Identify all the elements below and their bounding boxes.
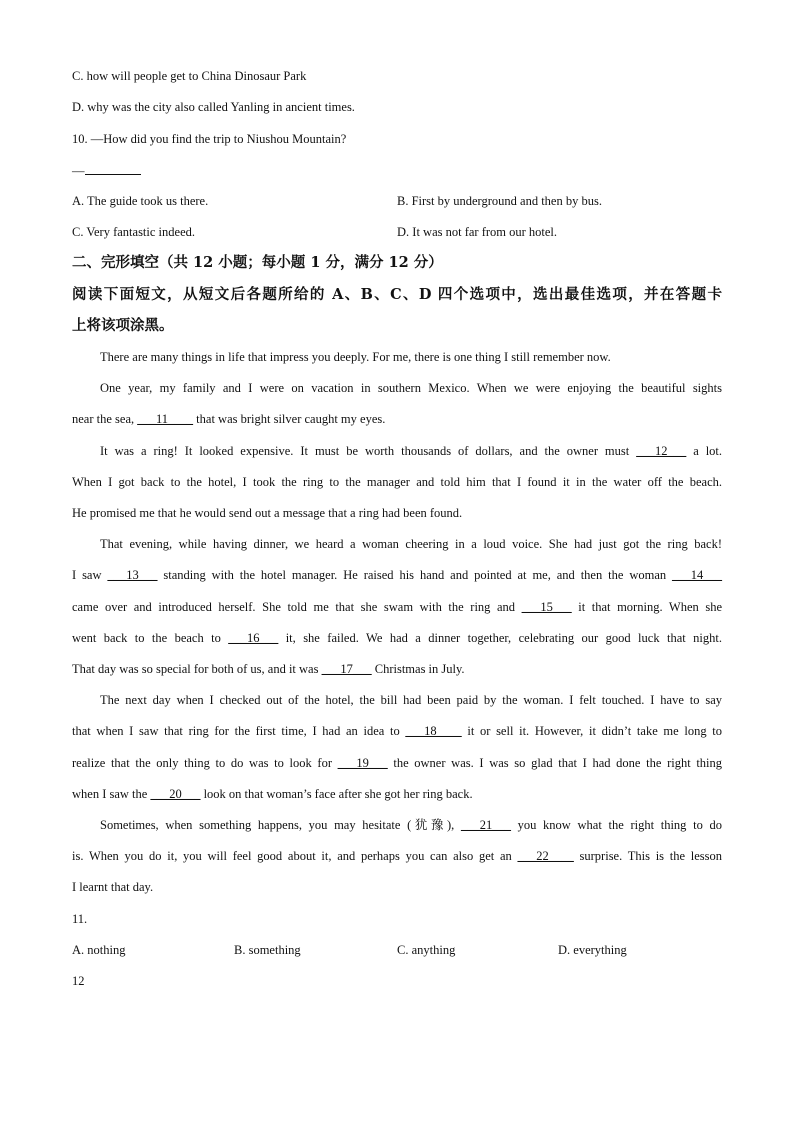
section-title: 二、完形填空（共 12 小题；每小题 1 分，满分 12 分） — [72, 254, 443, 271]
q10-answer-line — [72, 162, 141, 179]
q10-stem: 10. —How did you find the trip to Niushou Mountain? — [72, 132, 347, 146]
passage-p6-line1: Sometimes, when something happens, you may hesitate (犹豫), ___21___ you know what the right thing to do — [100, 818, 723, 832]
q10-option-a: A. The guide took us there. — [72, 194, 209, 208]
passage-p3-line2: When I got back to the hotel, I took the ring to the manager and told him that I found it in the water off the beach. — [72, 475, 722, 489]
q10-option-d: D. It was not far from our hotel. — [397, 225, 558, 239]
passage-p5-line1: The next day when I checked out of the hotel, the bill had been paid by the woman. I felt touched. I have to say — [100, 693, 722, 707]
q10-dash: — — [72, 164, 85, 178]
passage-p2-line2: near the sea, ___11____ that was bright silver caught my eyes. — [72, 412, 386, 426]
section-instruction-2: 上将该项涂黑。 — [72, 317, 174, 334]
q9-option-c: C. how will people get to China Dinosaur Park — [72, 69, 307, 83]
blank-13: ___13___ — [107, 568, 158, 582]
q11-option-b: B. something — [234, 943, 301, 957]
q11-option-d: D. everything — [558, 943, 627, 957]
q12-number: 12 — [72, 974, 85, 988]
passage-p6-line3: I learnt that day. — [72, 880, 154, 894]
passage-p5-line2: that when I saw that ring for the first time, I had an idea to ___18____ it or sell it. However, it didn’t take me long to — [72, 724, 722, 738]
answer-blank — [85, 162, 141, 175]
passage-p6-line2: is. When you do it, you will feel good about it, and perhaps you can also get an ___22____ surprise. This is the lesson — [72, 849, 723, 863]
passage-p4-line4: went back to the beach to ___16___ it, she failed. We had a dinner together, celebrating our good luck that night. — [72, 631, 722, 645]
blank-20: ___20___ — [150, 787, 201, 801]
blank-15: ___15___ — [521, 600, 572, 614]
passage-p1: There are many things in life that impress you deeply. For me, there is one thing I still remember now. — [100, 350, 611, 364]
blank-16: ___16___ — [228, 631, 279, 645]
q11-option-a: A. nothing — [72, 943, 126, 957]
blank-11: ___11____ — [137, 412, 194, 426]
q9-option-d: D. why was the city also called Yanling in ancient times. — [72, 100, 355, 114]
passage-p4-line2: I saw ___13___ standing with the hotel manager. He raised his hand and pointed at me, and then the woman ___14___ — [72, 568, 723, 582]
q11-number: 11. — [72, 912, 88, 926]
q11-option-c: C. anything — [397, 943, 456, 957]
passage-p5-line3: realize that the only thing to do was to look for ___19___ the owner was. I was so glad that I had done the right thing — [72, 756, 723, 770]
blank-17: ___17___ — [321, 662, 372, 676]
blank-12: ___12___ — [636, 444, 687, 458]
q10-option-b: B. First by underground and then by bus. — [397, 194, 602, 208]
passage-p3-line1: It was a ring! It looked expensive. It must be worth thousands of dollars, and the owner must ___12___ a lot. — [100, 444, 723, 458]
passage-p4-line1: That evening, while having dinner, we heard a woman cheering in a loud voice. She had just got the ring back! — [100, 537, 722, 551]
passage-p2-line1: One year, my family and I were on vacation in southern Mexico. When we were enjoying the beautiful sights — [100, 381, 722, 395]
blank-19: ___19___ — [337, 756, 388, 770]
blank-18: ___18____ — [405, 724, 462, 738]
q10-option-c: C. Very fantastic indeed. — [72, 225, 195, 239]
section-instruction-1: 阅读下面短文，从短文后各题所给的 A、B、C、D 四个选项中，选出最佳选项，并在答题卡 — [72, 286, 722, 303]
passage-p3-line3: He promised me that he would send out a message that a ring had been found. — [72, 506, 463, 520]
passage-p4-line5: That day was so special for both of us, and it was ___17___ Christmas in July. — [72, 662, 465, 676]
blank-21: ___21___ — [460, 818, 511, 832]
passage-p5-line4: when I saw the ___20___ look on that woman’s face after she got her ring back. — [72, 787, 473, 801]
blank-14: ___14___ — [672, 568, 723, 582]
blank-22: ___22____ — [517, 849, 574, 863]
passage-p4-line3: came over and introduced herself. She told me that she swam with the ring and ___15___ it that morning. When she — [72, 600, 723, 614]
